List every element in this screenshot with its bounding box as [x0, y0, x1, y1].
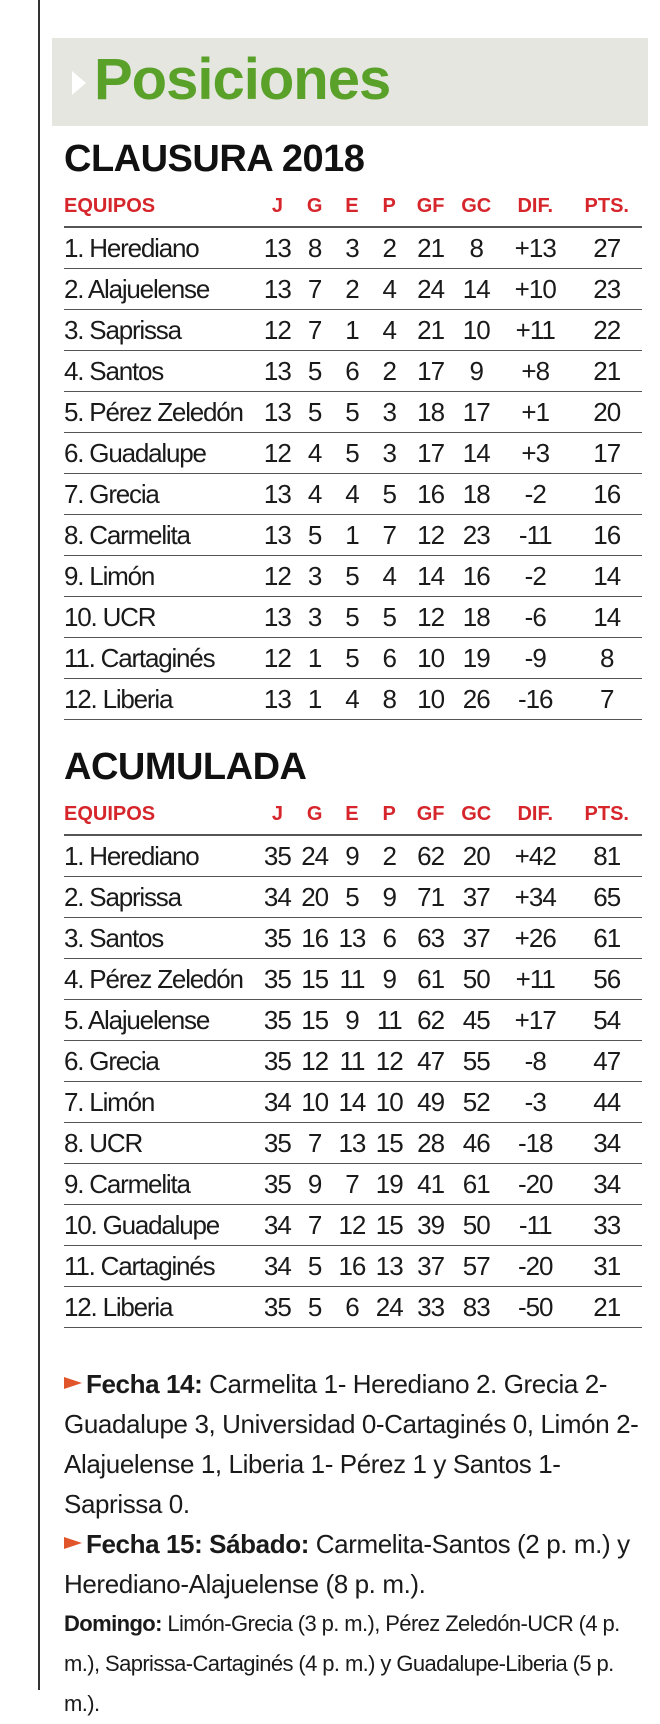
- table-row: [64, 269, 642, 310]
- stat-cell: -8: [499, 1041, 572, 1082]
- column-header: G: [296, 794, 333, 835]
- stat-cell: 12: [259, 556, 296, 597]
- fecha-14-text: Carmelita 1- Herediano 2. Grecia 2- Guadalupe 3, Universidad 0-Cartaginés 0, Limón 2-Alajuelense 1, Liberia 1- Pérez 1 y Santos 1-Saprissa 0.: [64, 1369, 639, 1519]
- standings-panel: [52, 0, 648, 1724]
- table-row: [64, 597, 642, 638]
- stat-cell: 4: [371, 556, 408, 597]
- acumulada-title: ACUMULADA: [64, 746, 307, 788]
- domingo-label: Domingo:: [64, 1611, 162, 1636]
- team-name-cell: 3. Santos: [64, 918, 259, 959]
- stat-cell: 54: [571, 1000, 642, 1041]
- table-row: [64, 1041, 642, 1082]
- stat-cell: 12: [333, 1205, 370, 1246]
- team-name-cell: 9. Limón: [64, 556, 259, 597]
- bullet-arrow-icon: [64, 1537, 82, 1549]
- stat-cell: +42: [499, 835, 572, 877]
- stat-cell: 65: [571, 877, 642, 918]
- stat-cell: 44: [571, 1082, 642, 1123]
- column-header: G: [296, 186, 333, 227]
- stat-cell: 4: [296, 474, 333, 515]
- column-header: DIF.: [499, 186, 572, 227]
- stat-cell: -6: [499, 597, 572, 638]
- stat-cell: 24: [371, 1287, 408, 1328]
- stat-cell: 12: [259, 433, 296, 474]
- stat-cell: 12: [259, 310, 296, 351]
- stat-cell: 1: [296, 638, 333, 679]
- team-name-cell: 1. Herediano: [64, 835, 259, 877]
- stat-cell: 2: [333, 269, 370, 310]
- column-header: GF: [408, 186, 454, 227]
- stat-cell: 21: [408, 227, 454, 269]
- stat-cell: 7: [296, 269, 333, 310]
- stat-cell: -20: [499, 1164, 572, 1205]
- stat-cell: 3: [296, 556, 333, 597]
- stat-cell: 13: [259, 227, 296, 269]
- stat-cell: 18: [408, 392, 454, 433]
- stat-cell: 27: [571, 227, 642, 269]
- sabado-label: Sábado:: [202, 1529, 309, 1559]
- stat-cell: +3: [499, 433, 572, 474]
- stat-cell: 28: [408, 1123, 454, 1164]
- stat-cell: 10: [408, 679, 454, 720]
- stat-cell: 22: [571, 310, 642, 351]
- stat-cell: -20: [499, 1246, 572, 1287]
- table-row: [64, 1000, 642, 1041]
- team-name-cell: 3. Saprissa: [64, 310, 259, 351]
- stat-cell: 61: [408, 959, 454, 1000]
- stat-cell: 10: [408, 638, 454, 679]
- stat-cell: 13: [333, 1123, 370, 1164]
- table-row: [64, 1287, 642, 1328]
- stat-cell: 61: [571, 918, 642, 959]
- table-row: [64, 392, 642, 433]
- stat-cell: 19: [453, 638, 499, 679]
- stat-cell: -9: [499, 638, 572, 679]
- stat-cell: 14: [571, 556, 642, 597]
- stat-cell: 56: [571, 959, 642, 1000]
- stat-cell: 9: [296, 1164, 333, 1205]
- stat-cell: 35: [259, 1041, 296, 1082]
- stat-cell: 12: [296, 1041, 333, 1082]
- column-header: J: [259, 186, 296, 227]
- stat-cell: 8: [571, 638, 642, 679]
- domingo-note: [64, 1604, 654, 1724]
- stat-cell: 34: [259, 1082, 296, 1123]
- stat-cell: 7: [571, 679, 642, 720]
- stat-cell: 15: [371, 1205, 408, 1246]
- team-name-cell: 6. Grecia: [64, 1041, 259, 1082]
- stat-cell: +26: [499, 918, 572, 959]
- table-row: [64, 1205, 642, 1246]
- stat-cell: 37: [453, 877, 499, 918]
- stat-cell: 14: [333, 1082, 370, 1123]
- team-name-cell: 8. UCR: [64, 1123, 259, 1164]
- stat-cell: 35: [259, 1287, 296, 1328]
- domingo-text: Limón-Grecia (3 p. m.), Pérez Zeledón-UCR (4 p. m.), Saprissa-Cartaginés (4 p. m.) y Guadalupe-Liberia (5 p. m.).: [64, 1611, 620, 1716]
- team-name-cell: 7. Limón: [64, 1082, 259, 1123]
- stat-cell: 5: [333, 392, 370, 433]
- stat-cell: 24: [408, 269, 454, 310]
- stat-cell: 41: [408, 1164, 454, 1205]
- header-arrow-icon: [72, 71, 86, 95]
- stat-cell: 20: [453, 835, 499, 877]
- team-name-cell: 1. Herediano: [64, 227, 259, 269]
- column-header: E: [333, 794, 370, 835]
- stat-cell: 23: [571, 269, 642, 310]
- stat-cell: 2: [371, 351, 408, 392]
- column-header: EQUIPOS: [64, 186, 259, 227]
- stat-cell: -18: [499, 1123, 572, 1164]
- stat-cell: 14: [571, 597, 642, 638]
- stat-cell: 16: [296, 918, 333, 959]
- stat-cell: 18: [453, 474, 499, 515]
- stat-cell: 47: [408, 1041, 454, 1082]
- stat-cell: 5: [296, 392, 333, 433]
- fecha-15-note: [64, 1524, 654, 1604]
- team-name-cell: 12. Liberia: [64, 1287, 259, 1328]
- stat-cell: 81: [571, 835, 642, 877]
- stat-cell: 31: [571, 1246, 642, 1287]
- stat-cell: 49: [408, 1082, 454, 1123]
- table-header-row: [64, 186, 642, 227]
- stat-cell: +1: [499, 392, 572, 433]
- stat-cell: 11: [333, 1041, 370, 1082]
- stat-cell: 17: [571, 433, 642, 474]
- stat-cell: 8: [296, 227, 333, 269]
- stat-cell: 13: [259, 269, 296, 310]
- stat-cell: 17: [408, 351, 454, 392]
- stat-cell: 21: [408, 310, 454, 351]
- team-name-cell: 5. Pérez Zeledón: [64, 392, 259, 433]
- stat-cell: 3: [371, 392, 408, 433]
- table-row: [64, 556, 642, 597]
- stat-cell: 4: [333, 679, 370, 720]
- stat-cell: 9: [371, 877, 408, 918]
- stat-cell: 37: [453, 918, 499, 959]
- stat-cell: 13: [259, 474, 296, 515]
- stat-cell: 71: [408, 877, 454, 918]
- team-name-cell: 8. Carmelita: [64, 515, 259, 556]
- stat-cell: 6: [333, 351, 370, 392]
- stat-cell: 15: [296, 959, 333, 1000]
- team-name-cell: 7. Grecia: [64, 474, 259, 515]
- stat-cell: 35: [259, 918, 296, 959]
- column-header: P: [371, 186, 408, 227]
- stat-cell: +11: [499, 310, 572, 351]
- team-name-cell: 6. Guadalupe: [64, 433, 259, 474]
- stat-cell: 8: [453, 227, 499, 269]
- stat-cell: 17: [408, 433, 454, 474]
- stat-cell: 50: [453, 959, 499, 1000]
- stat-cell: 9: [371, 959, 408, 1000]
- bullet-arrow-icon: [64, 1377, 82, 1389]
- column-header: GF: [408, 794, 454, 835]
- fecha-14-label: Fecha 14:: [86, 1369, 203, 1399]
- column-header: GC: [453, 186, 499, 227]
- match-notes: [64, 1364, 654, 1724]
- fecha-15-label: Fecha 15:: [86, 1529, 203, 1559]
- stat-cell: 16: [333, 1246, 370, 1287]
- stat-cell: 24: [296, 835, 333, 877]
- column-header: EQUIPOS: [64, 794, 259, 835]
- team-name-cell: 9. Carmelita: [64, 1164, 259, 1205]
- stat-cell: 4: [371, 269, 408, 310]
- stat-cell: 14: [453, 269, 499, 310]
- stat-cell: 12: [408, 597, 454, 638]
- stat-cell: 35: [259, 835, 296, 877]
- stat-cell: 7: [296, 1205, 333, 1246]
- stat-cell: 14: [408, 556, 454, 597]
- stat-cell: 6: [371, 638, 408, 679]
- page-title: Posiciones: [94, 47, 391, 112]
- stat-cell: 35: [259, 1123, 296, 1164]
- stat-cell: 57: [453, 1246, 499, 1287]
- stat-cell: 26: [453, 679, 499, 720]
- stat-cell: 6: [333, 1287, 370, 1328]
- stat-cell: +11: [499, 959, 572, 1000]
- stat-cell: 12: [371, 1041, 408, 1082]
- stat-cell: 13: [259, 597, 296, 638]
- stat-cell: 4: [371, 310, 408, 351]
- stat-cell: 5: [333, 877, 370, 918]
- stat-cell: 6: [371, 918, 408, 959]
- table-row: [64, 433, 642, 474]
- team-name-cell: 11. Cartaginés: [64, 638, 259, 679]
- stat-cell: 34: [259, 1246, 296, 1287]
- table-row: [64, 638, 642, 679]
- stat-cell: 61: [453, 1164, 499, 1205]
- column-header: E: [333, 186, 370, 227]
- stat-cell: 33: [571, 1205, 642, 1246]
- stat-cell: 10: [453, 310, 499, 351]
- stat-cell: 16: [453, 556, 499, 597]
- stat-cell: 39: [408, 1205, 454, 1246]
- stat-cell: 16: [408, 474, 454, 515]
- table-row: [64, 877, 642, 918]
- stat-cell: 62: [408, 835, 454, 877]
- stat-cell: 3: [371, 433, 408, 474]
- column-header: PTS.: [571, 794, 642, 835]
- left-divider: [38, 0, 40, 1690]
- sabado-text: Carmelita-Santos (2 p. m.) y Herediano-Alajuelense (8 p. m.).: [64, 1529, 630, 1599]
- column-header: PTS.: [571, 186, 642, 227]
- stat-cell: 12: [408, 515, 454, 556]
- stat-cell: 13: [259, 515, 296, 556]
- stat-cell: 1: [296, 679, 333, 720]
- stat-cell: 35: [259, 1000, 296, 1041]
- stat-cell: 16: [571, 515, 642, 556]
- stat-cell: 35: [259, 959, 296, 1000]
- stat-cell: 63: [408, 918, 454, 959]
- team-name-cell: 4. Pérez Zeledón: [64, 959, 259, 1000]
- stat-cell: +34: [499, 877, 572, 918]
- clausura-table: [64, 186, 642, 720]
- stat-cell: -2: [499, 474, 572, 515]
- stat-cell: 15: [371, 1123, 408, 1164]
- team-name-cell: 5. Alajuelense: [64, 1000, 259, 1041]
- stat-cell: 47: [571, 1041, 642, 1082]
- stat-cell: 7: [296, 1123, 333, 1164]
- stat-cell: 15: [296, 1000, 333, 1041]
- stat-cell: 7: [333, 1164, 370, 1205]
- stat-cell: 13: [371, 1246, 408, 1287]
- stat-cell: -11: [499, 1205, 572, 1246]
- stat-cell: +13: [499, 227, 572, 269]
- stat-cell: 4: [296, 433, 333, 474]
- stat-cell: -3: [499, 1082, 572, 1123]
- fecha-14-note: [64, 1364, 654, 1524]
- column-header: GC: [453, 794, 499, 835]
- stat-cell: 19: [371, 1164, 408, 1205]
- table-row: [64, 474, 642, 515]
- header-band: [52, 38, 648, 126]
- stat-cell: 9: [333, 1000, 370, 1041]
- stat-cell: 8: [371, 679, 408, 720]
- stat-cell: 4: [333, 474, 370, 515]
- stat-cell: 13: [333, 918, 370, 959]
- stat-cell: 1: [333, 310, 370, 351]
- stat-cell: 35: [259, 1164, 296, 1205]
- stat-cell: 5: [333, 556, 370, 597]
- stat-cell: +8: [499, 351, 572, 392]
- stat-cell: 2: [371, 835, 408, 877]
- table-row: [64, 310, 642, 351]
- stat-cell: 3: [296, 597, 333, 638]
- table-row: [64, 1246, 642, 1287]
- stat-cell: 20: [296, 877, 333, 918]
- column-header: P: [371, 794, 408, 835]
- table-row: [64, 835, 642, 877]
- team-name-cell: 12. Liberia: [64, 679, 259, 720]
- stat-cell: 9: [333, 835, 370, 877]
- clausura-title: CLAUSURA 2018: [64, 138, 365, 180]
- stat-cell: 83: [453, 1287, 499, 1328]
- stat-cell: 2: [371, 227, 408, 269]
- table-row: [64, 515, 642, 556]
- table-row: [64, 679, 642, 720]
- stat-cell: 14: [453, 433, 499, 474]
- stat-cell: 33: [408, 1287, 454, 1328]
- stat-cell: -50: [499, 1287, 572, 1328]
- acumulada-table: [64, 794, 642, 1328]
- stat-cell: 16: [571, 474, 642, 515]
- column-header: J: [259, 794, 296, 835]
- stat-cell: +10: [499, 269, 572, 310]
- stat-cell: 21: [571, 351, 642, 392]
- team-name-cell: 2. Alajuelense: [64, 269, 259, 310]
- stat-cell: 52: [453, 1082, 499, 1123]
- stat-cell: 37: [408, 1246, 454, 1287]
- stat-cell: 13: [259, 351, 296, 392]
- stat-cell: 7: [296, 310, 333, 351]
- stat-cell: 10: [371, 1082, 408, 1123]
- stat-cell: 13: [259, 679, 296, 720]
- stat-cell: 11: [333, 959, 370, 1000]
- stat-cell: 5: [371, 597, 408, 638]
- stat-cell: 45: [453, 1000, 499, 1041]
- stat-cell: 5: [371, 474, 408, 515]
- stat-cell: 7: [371, 515, 408, 556]
- stat-cell: 34: [571, 1164, 642, 1205]
- table-row: [64, 1164, 642, 1205]
- stat-cell: 5: [296, 1287, 333, 1328]
- stat-cell: 5: [296, 515, 333, 556]
- stat-cell: 3: [333, 227, 370, 269]
- stat-cell: -16: [499, 679, 572, 720]
- stat-cell: 10: [296, 1082, 333, 1123]
- stat-cell: 1: [333, 515, 370, 556]
- table-row: [64, 227, 642, 269]
- column-header: DIF.: [499, 794, 572, 835]
- table-row: [64, 1123, 642, 1164]
- stat-cell: 11: [371, 1000, 408, 1041]
- table-row: [64, 959, 642, 1000]
- table-header-row: [64, 794, 642, 835]
- stat-cell: 13: [259, 392, 296, 433]
- table-row: [64, 918, 642, 959]
- stat-cell: 34: [259, 1205, 296, 1246]
- stat-cell: 5: [296, 1246, 333, 1287]
- stat-cell: 18: [453, 597, 499, 638]
- stat-cell: 34: [259, 877, 296, 918]
- stat-cell: 20: [571, 392, 642, 433]
- stat-cell: 21: [571, 1287, 642, 1328]
- stat-cell: 12: [259, 638, 296, 679]
- team-name-cell: 4. Santos: [64, 351, 259, 392]
- team-name-cell: 10. UCR: [64, 597, 259, 638]
- stat-cell: 34: [571, 1123, 642, 1164]
- stat-cell: 17: [453, 392, 499, 433]
- stat-cell: -11: [499, 515, 572, 556]
- stat-cell: 9: [453, 351, 499, 392]
- stat-cell: 5: [333, 638, 370, 679]
- stat-cell: 5: [296, 351, 333, 392]
- stat-cell: -2: [499, 556, 572, 597]
- table-row: [64, 1082, 642, 1123]
- stat-cell: 62: [408, 1000, 454, 1041]
- table-row: [64, 351, 642, 392]
- team-name-cell: 2. Saprissa: [64, 877, 259, 918]
- stat-cell: 5: [333, 597, 370, 638]
- stat-cell: 46: [453, 1123, 499, 1164]
- stat-cell: 5: [333, 433, 370, 474]
- stat-cell: 50: [453, 1205, 499, 1246]
- stat-cell: 23: [453, 515, 499, 556]
- stat-cell: 55: [453, 1041, 499, 1082]
- stat-cell: +17: [499, 1000, 572, 1041]
- team-name-cell: 11. Cartaginés: [64, 1246, 259, 1287]
- team-name-cell: 10. Guadalupe: [64, 1205, 259, 1246]
